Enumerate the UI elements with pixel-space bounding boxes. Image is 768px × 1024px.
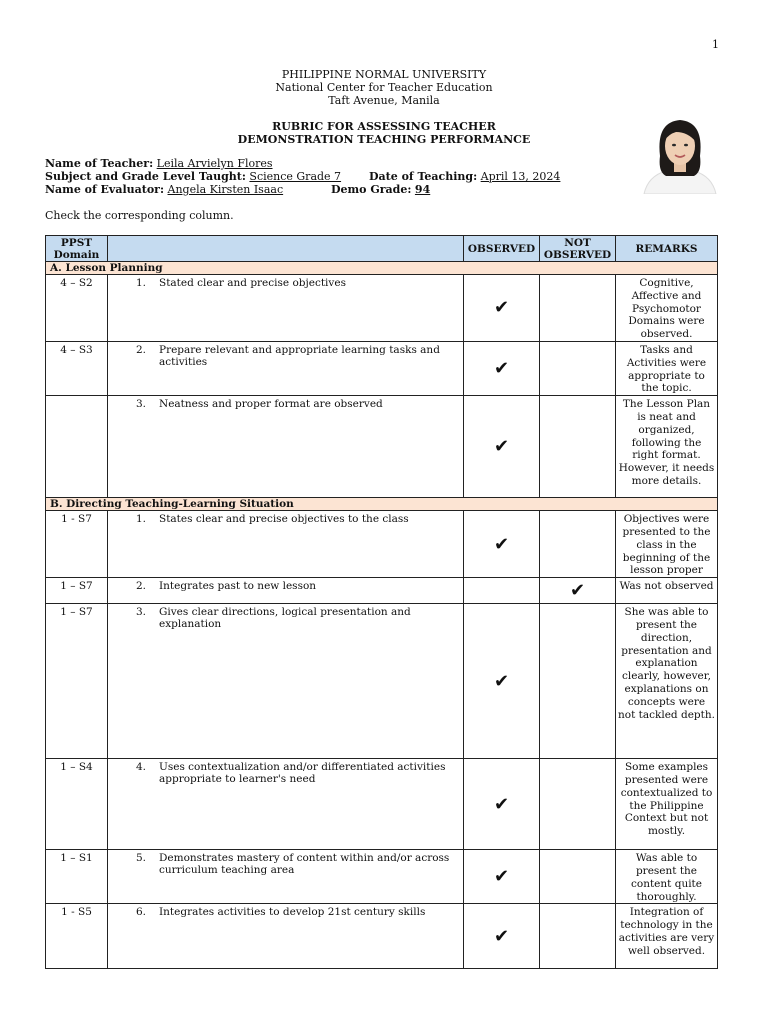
not-observed-check-icon[interactable]: ✔ xyxy=(540,578,616,604)
table-row xyxy=(46,904,718,969)
section-title: A. Lesson Planning xyxy=(46,262,718,275)
rubric-table xyxy=(45,235,718,969)
evaluator-line xyxy=(45,183,310,196)
grade-line xyxy=(331,183,439,196)
table-row xyxy=(46,275,718,342)
observed-check-icon[interactable]: ✔ xyxy=(464,904,540,969)
indicator-text: Neatness and proper format are observed xyxy=(159,398,383,411)
indicator-cell xyxy=(108,604,464,759)
indicator-text: Prepare relevant and appropriate learning tasks and activities xyxy=(159,343,440,368)
table-row xyxy=(46,759,718,850)
indicator-number: 1. xyxy=(136,513,147,526)
observed-cell[interactable] xyxy=(464,578,540,604)
remarks-cell: Some examples presented were contextualized to the Philippine Context but not mostly. xyxy=(616,759,718,850)
remarks-cell: Integration of technology in the activities are very well observed. xyxy=(616,904,718,969)
section-title: B. Directing Teaching-Learning Situation xyxy=(46,498,718,511)
indicator-number: 5. xyxy=(136,852,147,865)
indicator-text: Integrates past to new lesson xyxy=(159,580,317,593)
observed-check-icon[interactable]: ✔ xyxy=(464,511,540,578)
domain-cell: 1 - S7 xyxy=(46,511,108,578)
not-observed-cell[interactable] xyxy=(540,396,616,498)
observed-check-icon[interactable]: ✔ xyxy=(464,341,540,395)
indicator-cell xyxy=(108,341,464,395)
remarks-cell: Was not observed xyxy=(616,578,718,604)
indicator-cell xyxy=(108,275,464,342)
not-observed-cell[interactable] xyxy=(540,341,616,395)
not-observed-cell[interactable] xyxy=(540,904,616,969)
remarks-cell: Objectives were presented to the class in the beginning of the lesson proper xyxy=(616,511,718,578)
indicator-cell xyxy=(108,904,464,969)
indicator-text: Stated clear and precise objectives xyxy=(159,277,346,289)
not-observed-cell[interactable] xyxy=(540,604,616,759)
column-header-not-observed: NOT OBSERVED xyxy=(540,236,616,262)
indicator-cell xyxy=(108,578,464,604)
grade-label: Demo Grade: xyxy=(331,183,412,196)
table-row xyxy=(46,341,718,395)
indicator-number: 2. xyxy=(136,343,147,356)
not-observed-cell[interactable] xyxy=(540,850,616,904)
remarks-cell: The Lesson Plan is neat and organized, following the right format. However, it needs more details. xyxy=(616,396,718,498)
indicator-number: 1. xyxy=(136,277,147,289)
date-line xyxy=(369,170,560,183)
table-row xyxy=(46,604,718,759)
date-value: April 13, 2024 xyxy=(480,170,561,183)
university-address: Taft Avenue, Manila xyxy=(328,94,440,107)
domain-cell: 1 – S1 xyxy=(46,850,108,904)
domain-cell: 1 – S7 xyxy=(46,578,108,604)
indicator-text: Demonstrates mastery of content within and/or across curriculum teaching area xyxy=(159,852,450,877)
indicator-cell xyxy=(108,850,464,904)
subject-label: Subject and Grade Level Taught: xyxy=(45,170,246,183)
observed-check-icon[interactable]: ✔ xyxy=(464,396,540,498)
table-row xyxy=(46,511,718,578)
not-observed-cell[interactable] xyxy=(540,275,616,342)
remarks-cell: Cognitive, Affective and Psychomotor Domains were observed. xyxy=(616,275,718,342)
indicator-text: States clear and precise objectives to the class xyxy=(159,513,409,526)
indicator-text: Integrates activities to develop 21st century skills xyxy=(159,906,426,919)
remarks-cell: Was able to present the content quite thoroughly. xyxy=(616,850,718,904)
title-line-1: RUBRIC FOR ASSESSING TEACHER xyxy=(272,120,496,133)
observed-check-icon[interactable]: ✔ xyxy=(464,275,540,342)
indicator-text: Gives clear directions, logical presentation and explanation xyxy=(159,606,411,631)
column-header-observed: OBSERVED xyxy=(464,236,540,262)
observed-check-icon[interactable]: ✔ xyxy=(464,759,540,850)
teacher-line xyxy=(45,157,273,170)
domain-cell xyxy=(46,396,108,498)
indicator-number: 4. xyxy=(136,761,147,774)
evaluator-name: Angela Kirsten Isaac xyxy=(167,183,284,196)
teacher-name: Leila Arvielyn Flores xyxy=(156,157,273,170)
remarks-cell: Tasks and Activities were appropriate to the topic. xyxy=(616,341,718,395)
subject-value: Science Grade 7 xyxy=(249,170,342,183)
grade-value: 94 xyxy=(414,183,431,196)
page-number: 1 xyxy=(712,38,719,51)
university-name: PHILIPPINE NORMAL UNIVERSITY xyxy=(281,68,487,81)
domain-cell: 1 – S4 xyxy=(46,759,108,850)
domain-cell: 4 – S2 xyxy=(46,275,108,342)
domain-cell: 4 – S3 xyxy=(46,341,108,395)
table-row xyxy=(46,850,718,904)
domain-cell: 1 – S7 xyxy=(46,604,108,759)
instruction-text: Check the corresponding column. xyxy=(45,209,234,222)
teacher-label: Name of Teacher: xyxy=(45,157,154,170)
domain-cell: 1 - S5 xyxy=(46,904,108,969)
evaluator-label: Name of Evaluator: xyxy=(45,183,165,196)
indicator-number: 2. xyxy=(136,580,147,593)
indicator-text: Uses contextualization and/or differentiated activities appropriate to learner's need xyxy=(159,761,446,786)
not-observed-cell[interactable] xyxy=(540,759,616,850)
observed-check-icon[interactable]: ✔ xyxy=(464,604,540,759)
date-label: Date of Teaching: xyxy=(369,170,478,183)
table-row xyxy=(46,578,718,604)
column-header-remarks: REMARKS xyxy=(616,236,718,262)
table-row xyxy=(46,396,718,498)
indicator-number: 3. xyxy=(136,398,147,411)
observed-check-icon[interactable]: ✔ xyxy=(464,850,540,904)
indicator-cell xyxy=(108,511,464,578)
title-line-2: DEMONSTRATION TEACHING PERFORMANCE xyxy=(237,133,531,146)
column-header-indicator xyxy=(108,236,464,262)
indicator-cell xyxy=(108,759,464,850)
not-observed-cell[interactable] xyxy=(540,511,616,578)
indicator-cell xyxy=(108,396,464,498)
center-name: National Center for Teacher Education xyxy=(275,81,493,94)
teacher-photo xyxy=(636,114,724,194)
subject-line xyxy=(45,170,341,183)
remarks-cell: She was able to present the direction, presentation and explanation clearly, however, explanations on concepts were not tackled depth. xyxy=(616,604,718,759)
indicator-number: 3. xyxy=(136,606,147,619)
column-header-domain: PPST Domain xyxy=(46,236,108,262)
document-header xyxy=(0,68,768,107)
indicator-number: 6. xyxy=(136,906,147,919)
